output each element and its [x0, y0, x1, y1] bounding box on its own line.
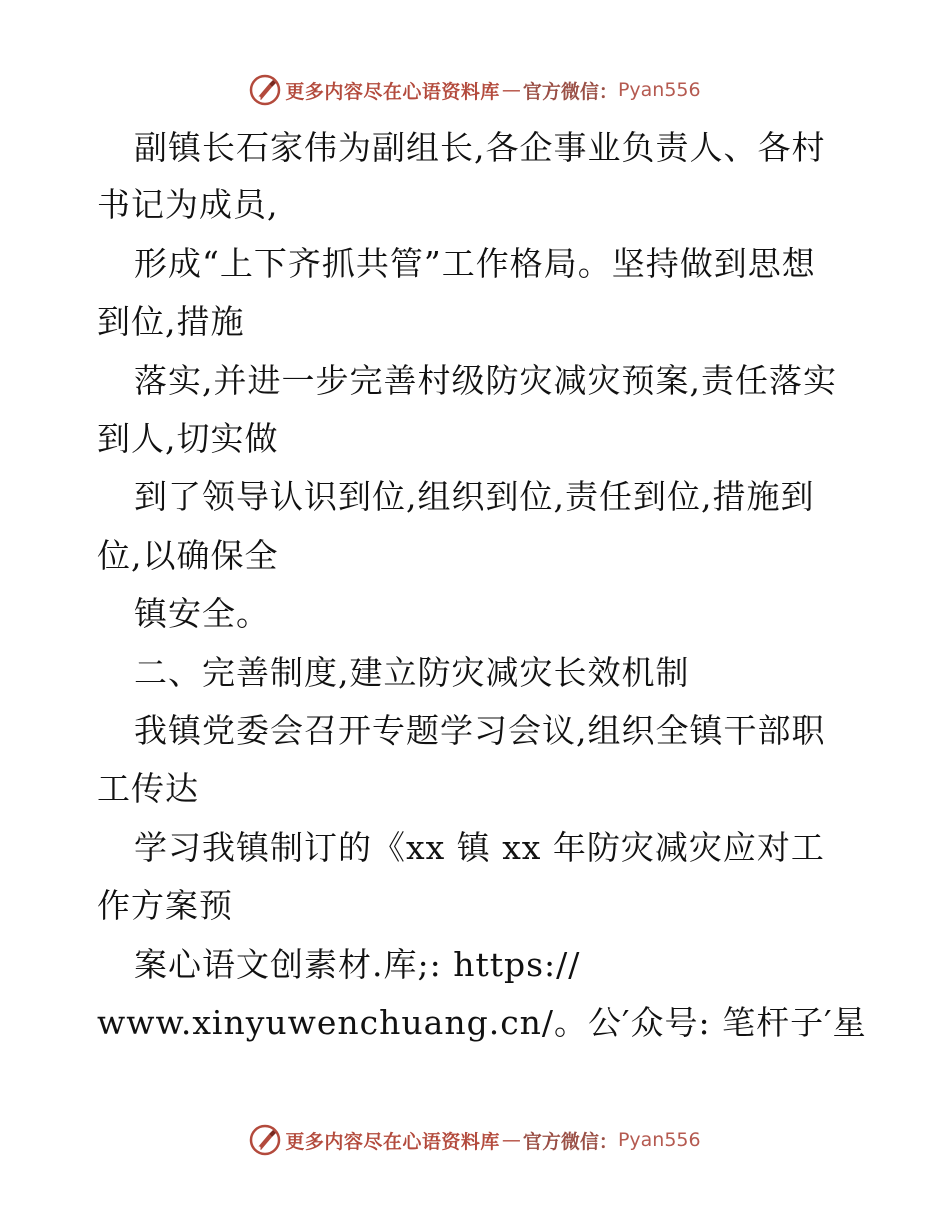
body-line: 到了领导认识到位,组织到位,责任到位,措施到: [134, 477, 815, 516]
body-line: 到位,措施: [97, 302, 245, 341]
body-line: 形成“上下齐抓共管”工作格局。坚持做到思想: [134, 244, 816, 283]
wechat-label: 官方微信：: [522, 80, 618, 103]
header-banner: [0, 70, 950, 110]
separator-dash: —: [501, 1129, 521, 1151]
wechat-label: 官方微信：: [522, 1130, 618, 1153]
separator-dash: —: [501, 79, 521, 101]
footer-banner: [0, 1120, 950, 1160]
body-line: 学习我镇制订的《xx 镇 xx 年防灾减灾应对工: [134, 828, 825, 867]
body-line: 位,以确保全: [97, 536, 279, 575]
pen-logo-icon: [249, 74, 281, 106]
pen-logo-icon: [249, 1124, 281, 1156]
body-line: 案心语文创素材.库;: https://: [134, 945, 581, 984]
body-line: 副镇长石家伟为副组长,各企事业负责人、各村: [134, 128, 826, 167]
body-line: 作方案预: [97, 886, 233, 925]
wechat-id: Pyan556: [617, 79, 701, 101]
site-name-text: 更多内容尽在心语资料库: [285, 1130, 500, 1153]
body-line: www.xinyuwenchuang.cn/。公′众号: 笔杆子′星: [97, 1003, 867, 1042]
site-name-text: 更多内容尽在心语资料库: [285, 80, 500, 103]
body-line: 工传达: [97, 769, 199, 808]
body-line: 落实,并进一步完善村级防灾减灾预案,责任落实: [134, 361, 837, 400]
body-line: 到人,切实做: [97, 419, 279, 458]
section-heading: 二、完善制度,建立防灾减灾长效机制: [134, 653, 690, 692]
body-line: 镇安全。: [134, 594, 270, 633]
body-line: 我镇党委会召开专题学习会议,组织全镇干部职: [134, 711, 826, 750]
wechat-id: Pyan556: [617, 1129, 701, 1151]
body-line: 书记为成员,: [97, 185, 279, 224]
